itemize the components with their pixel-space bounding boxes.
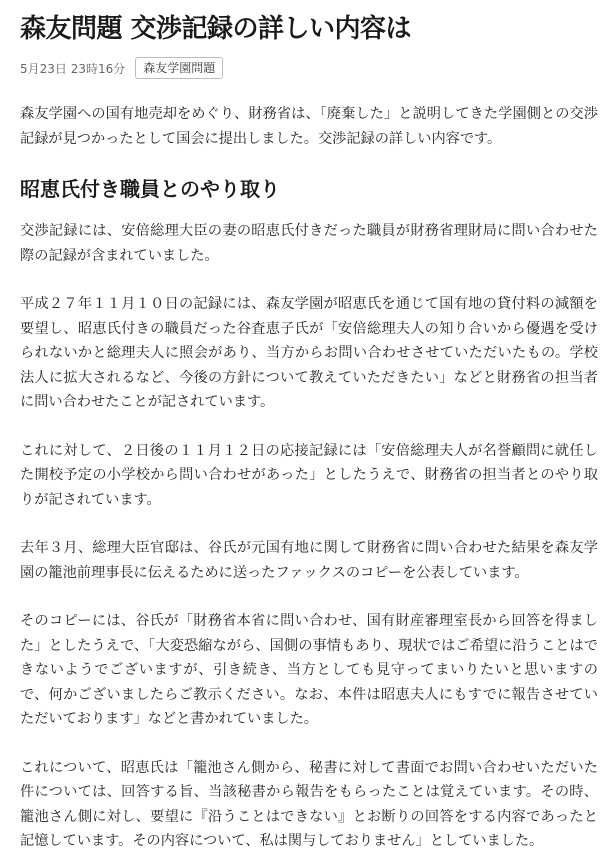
lead-paragraph: 森友学園への国有地売却をめぐり、財務省は、「廃棄した」と説明してきた学園側との交渉記録が見つかったとして国会に提出しました。交渉記録の詳しい内容です。	[20, 106, 598, 147]
publish-date: 5月23日 23時16分	[20, 61, 126, 76]
body-paragraph: 去年３月、総理大臣官邸は、谷氏が元国有地に関して財務省に問い合わせた結果を森友学園の籠池前理事長に伝えるために送ったファックスのコピーを公表しています。	[20, 540, 598, 581]
article-body	[20, 219, 598, 854]
article-meta	[20, 56, 598, 80]
topic-tag-link[interactable]: 森友学園問題	[135, 57, 223, 79]
body-paragraph: これについて、昭恵氏は「籠池さん側から、秘書に対して書面でお問い合わせいただいた件については、回答する旨、当該秘書から報告をもらったことは覚えています。その時、籠池さん側に対し、要望に『沿うことはできない』とお断りの回答をする内容であったと記憶しています。その内容について、私は関与しておりません」としていました。	[20, 759, 598, 849]
body-paragraph: これに対して、２日後の１１月１２日の応接記録には「安倍総理夫人が名誉顧問に就任した開校予定の小学校から問い合わせがあった」としたうえで、財務省の担当者とのやり取りが記されています。	[20, 442, 598, 508]
body-paragraph: 交渉記録には、安倍総理大臣の妻の昭恵氏付きだった職員が財務省理財局に問い合わせた際の記録が含まれていました。	[20, 223, 598, 264]
body-paragraph: 平成２７年１１月１０日の記録には、森友学園が昭恵氏を通じて国有地の貸付料の減額を要望し、昭恵氏付きの職員だった谷査恵子氏が「安倍総理夫人の知り合いから優遇を受けられないかと総理夫人に照会があり、当方からお問い合わせさせていただいたもの。学校法人に拡大されるなど、今後の方針について教えていただきたい」などと財務省の担当者に問い合わせたことが記されています。	[20, 296, 598, 410]
article-title: 森友問題 交渉記録の詳しい内容は	[20, 14, 412, 44]
body-paragraph: そのコピーには、谷氏が「財務省本省に問い合わせ、国有財産審理室長から回答を得ました」としたうえで、「大変恐縮ながら、国側の事情もあり、現状ではご希望に沿うことはできないようでございますが、引き続き、当方としても見守ってまいりたいと思いますので、何かございましたらご教示ください。なお、本件は昭恵夫人にもすでに報告させていただいております」などと書かれていました。	[20, 613, 598, 727]
article-lead	[20, 102, 598, 151]
section-heading: 昭恵氏付き職員とのやり取り	[20, 177, 280, 201]
